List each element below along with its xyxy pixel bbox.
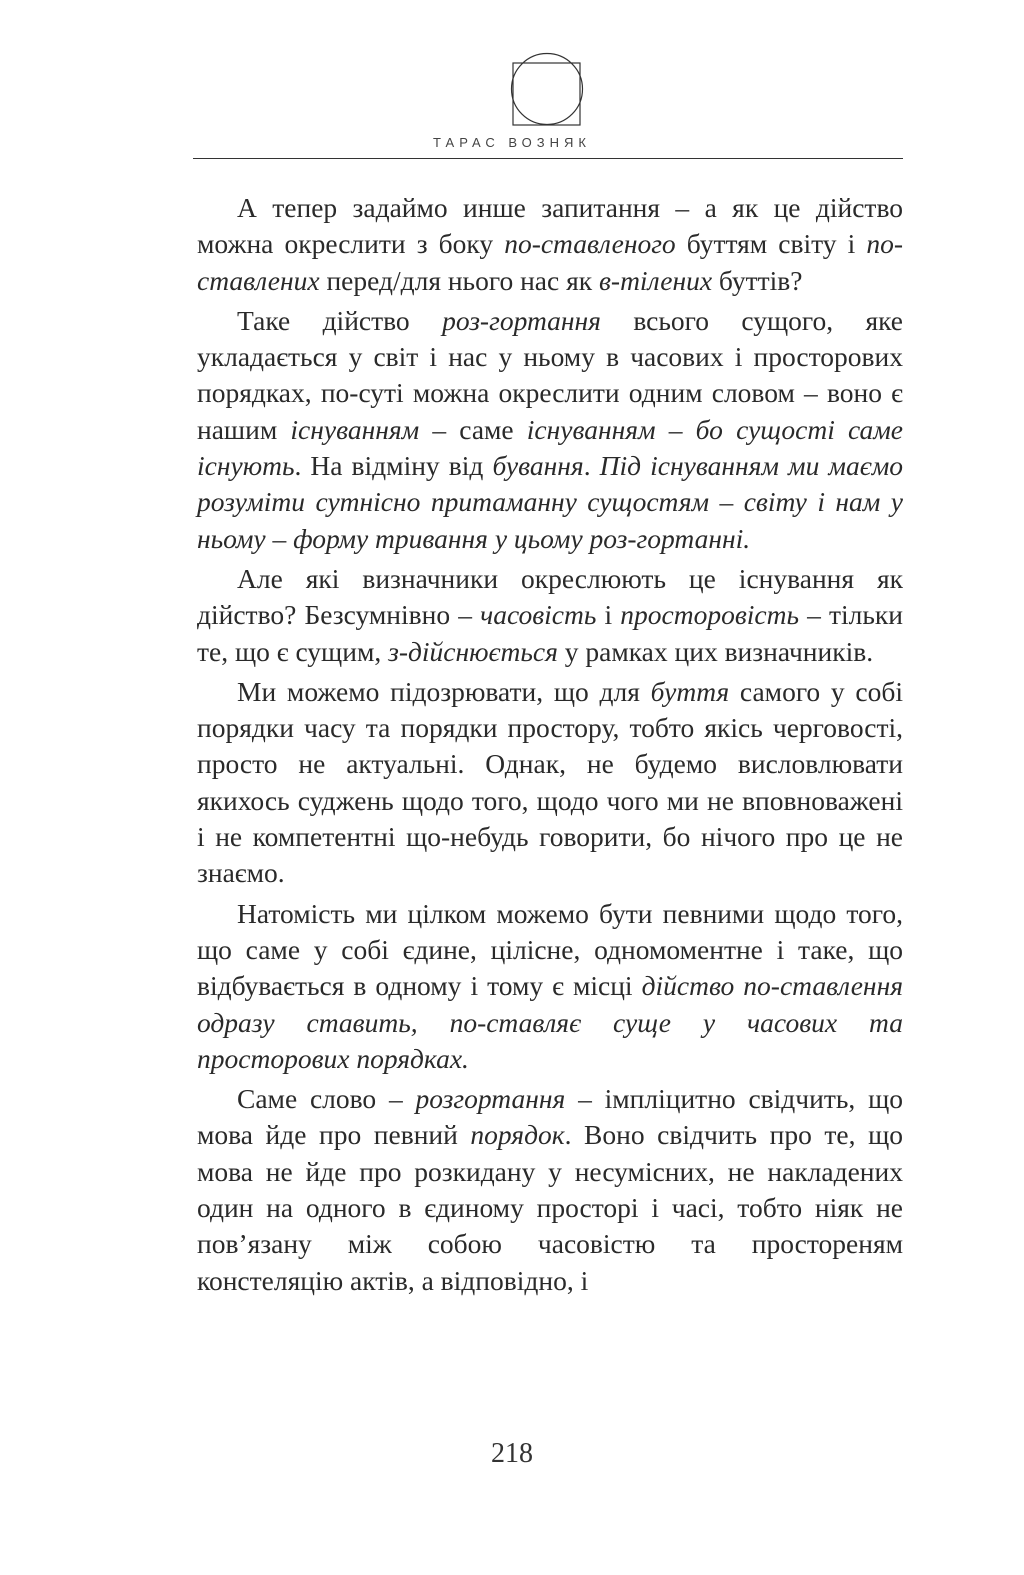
text-run: Натомість ми цілком можемо бути певними щодо того, що саме у собі єдине, цілісне, одномоментне і таке, що відбувається в одному і тому є місці [197, 897, 903, 1002]
italic-text: з-дійснюється [388, 635, 558, 667]
italic-text: буття [650, 675, 730, 707]
italic-text: просторовість [620, 599, 800, 631]
italic-text: роз-гортання [442, 304, 601, 336]
running-header-author: ТАРАС ВОЗНЯК [433, 135, 591, 150]
text-run: . На відміну від [294, 450, 493, 482]
text-run: всього сущого, яке укладається у світ і нас у ньому в часових і просторових порядках, по-суті можна окреслити одним словом – воно є нашим [197, 304, 903, 445]
paragraph [197, 303, 903, 557]
italic-text: існуванням [290, 413, 420, 445]
text-run: – імпліцитно свідчить, що мова йде про певний [197, 1083, 903, 1151]
text-run: Але які визначники окреслюють це існування як дійство? Безсумнівно – [197, 562, 903, 631]
italic-text: порядок [470, 1119, 565, 1151]
italic-text: існуванням – бо сущості саме існують [197, 413, 903, 482]
text-run: буттів? [712, 264, 803, 296]
italic-text: бування [492, 450, 584, 482]
text-run: Таке дійство [237, 304, 443, 336]
text-run: Ми можемо підозрювати, що для [237, 675, 651, 707]
header-rule [193, 158, 903, 159]
italic-text: дійство по-ставлення одразу ставить, по-ставляє суще у часових та просторових порядках. [197, 970, 903, 1074]
page-number: 218 [491, 1438, 533, 1469]
italic-text: часовість [480, 599, 597, 631]
italic-text: Під існуванням ми маємо розуміти сутнісно притаманну сущостям – світу і нам у ньому – форму тривання у цьому роз-гортанні. [197, 450, 903, 554]
body-text [197, 190, 903, 1303]
italic-text: розгортання [415, 1083, 566, 1115]
text-run: Саме слово – [237, 1083, 416, 1115]
text-run: А тепер задаймо инше запитання – а як це дійство можна окреслити з боку [197, 192, 903, 260]
text-run: – тільки те, що є сущим, [197, 599, 904, 667]
text-run: . [583, 450, 600, 482]
text-run: у рамках цих визначників. [557, 635, 874, 667]
italic-text: в-тілених [598, 264, 713, 296]
text-run: перед/для нього нас як [319, 264, 599, 296]
paragraph [197, 1081, 903, 1299]
paragraph [197, 674, 903, 892]
italic-text: по-ставленого [504, 228, 676, 260]
text-run: самого у собі порядки часу та порядки простору, тобто якісь черговості, просто не актуальні. Однак, не будемо висловлювати якихось суджень щодо того, щодо чого ми не вповноважені і не компетентні що-небудь говорити, бо нічого про це не знаємо. [197, 675, 903, 889]
paragraph [197, 896, 903, 1077]
text-run: і [596, 599, 621, 631]
circle-square-logo-icon [510, 48, 584, 128]
text-run: – саме [419, 413, 527, 445]
text-run: . Воно свідчить про те, що мова не йде про розкидану у несумісних, не накладених один на одного в єдиному просторі і часі, тобто ніяк не пов’язану між собою часовістю та простореням констеляцію актів, а відповідно, і [197, 1119, 904, 1296]
italic-text: по-ставлених [197, 228, 903, 296]
paragraph [197, 190, 903, 299]
paragraph [197, 561, 903, 670]
text-run: буттям світу і [675, 228, 867, 260]
